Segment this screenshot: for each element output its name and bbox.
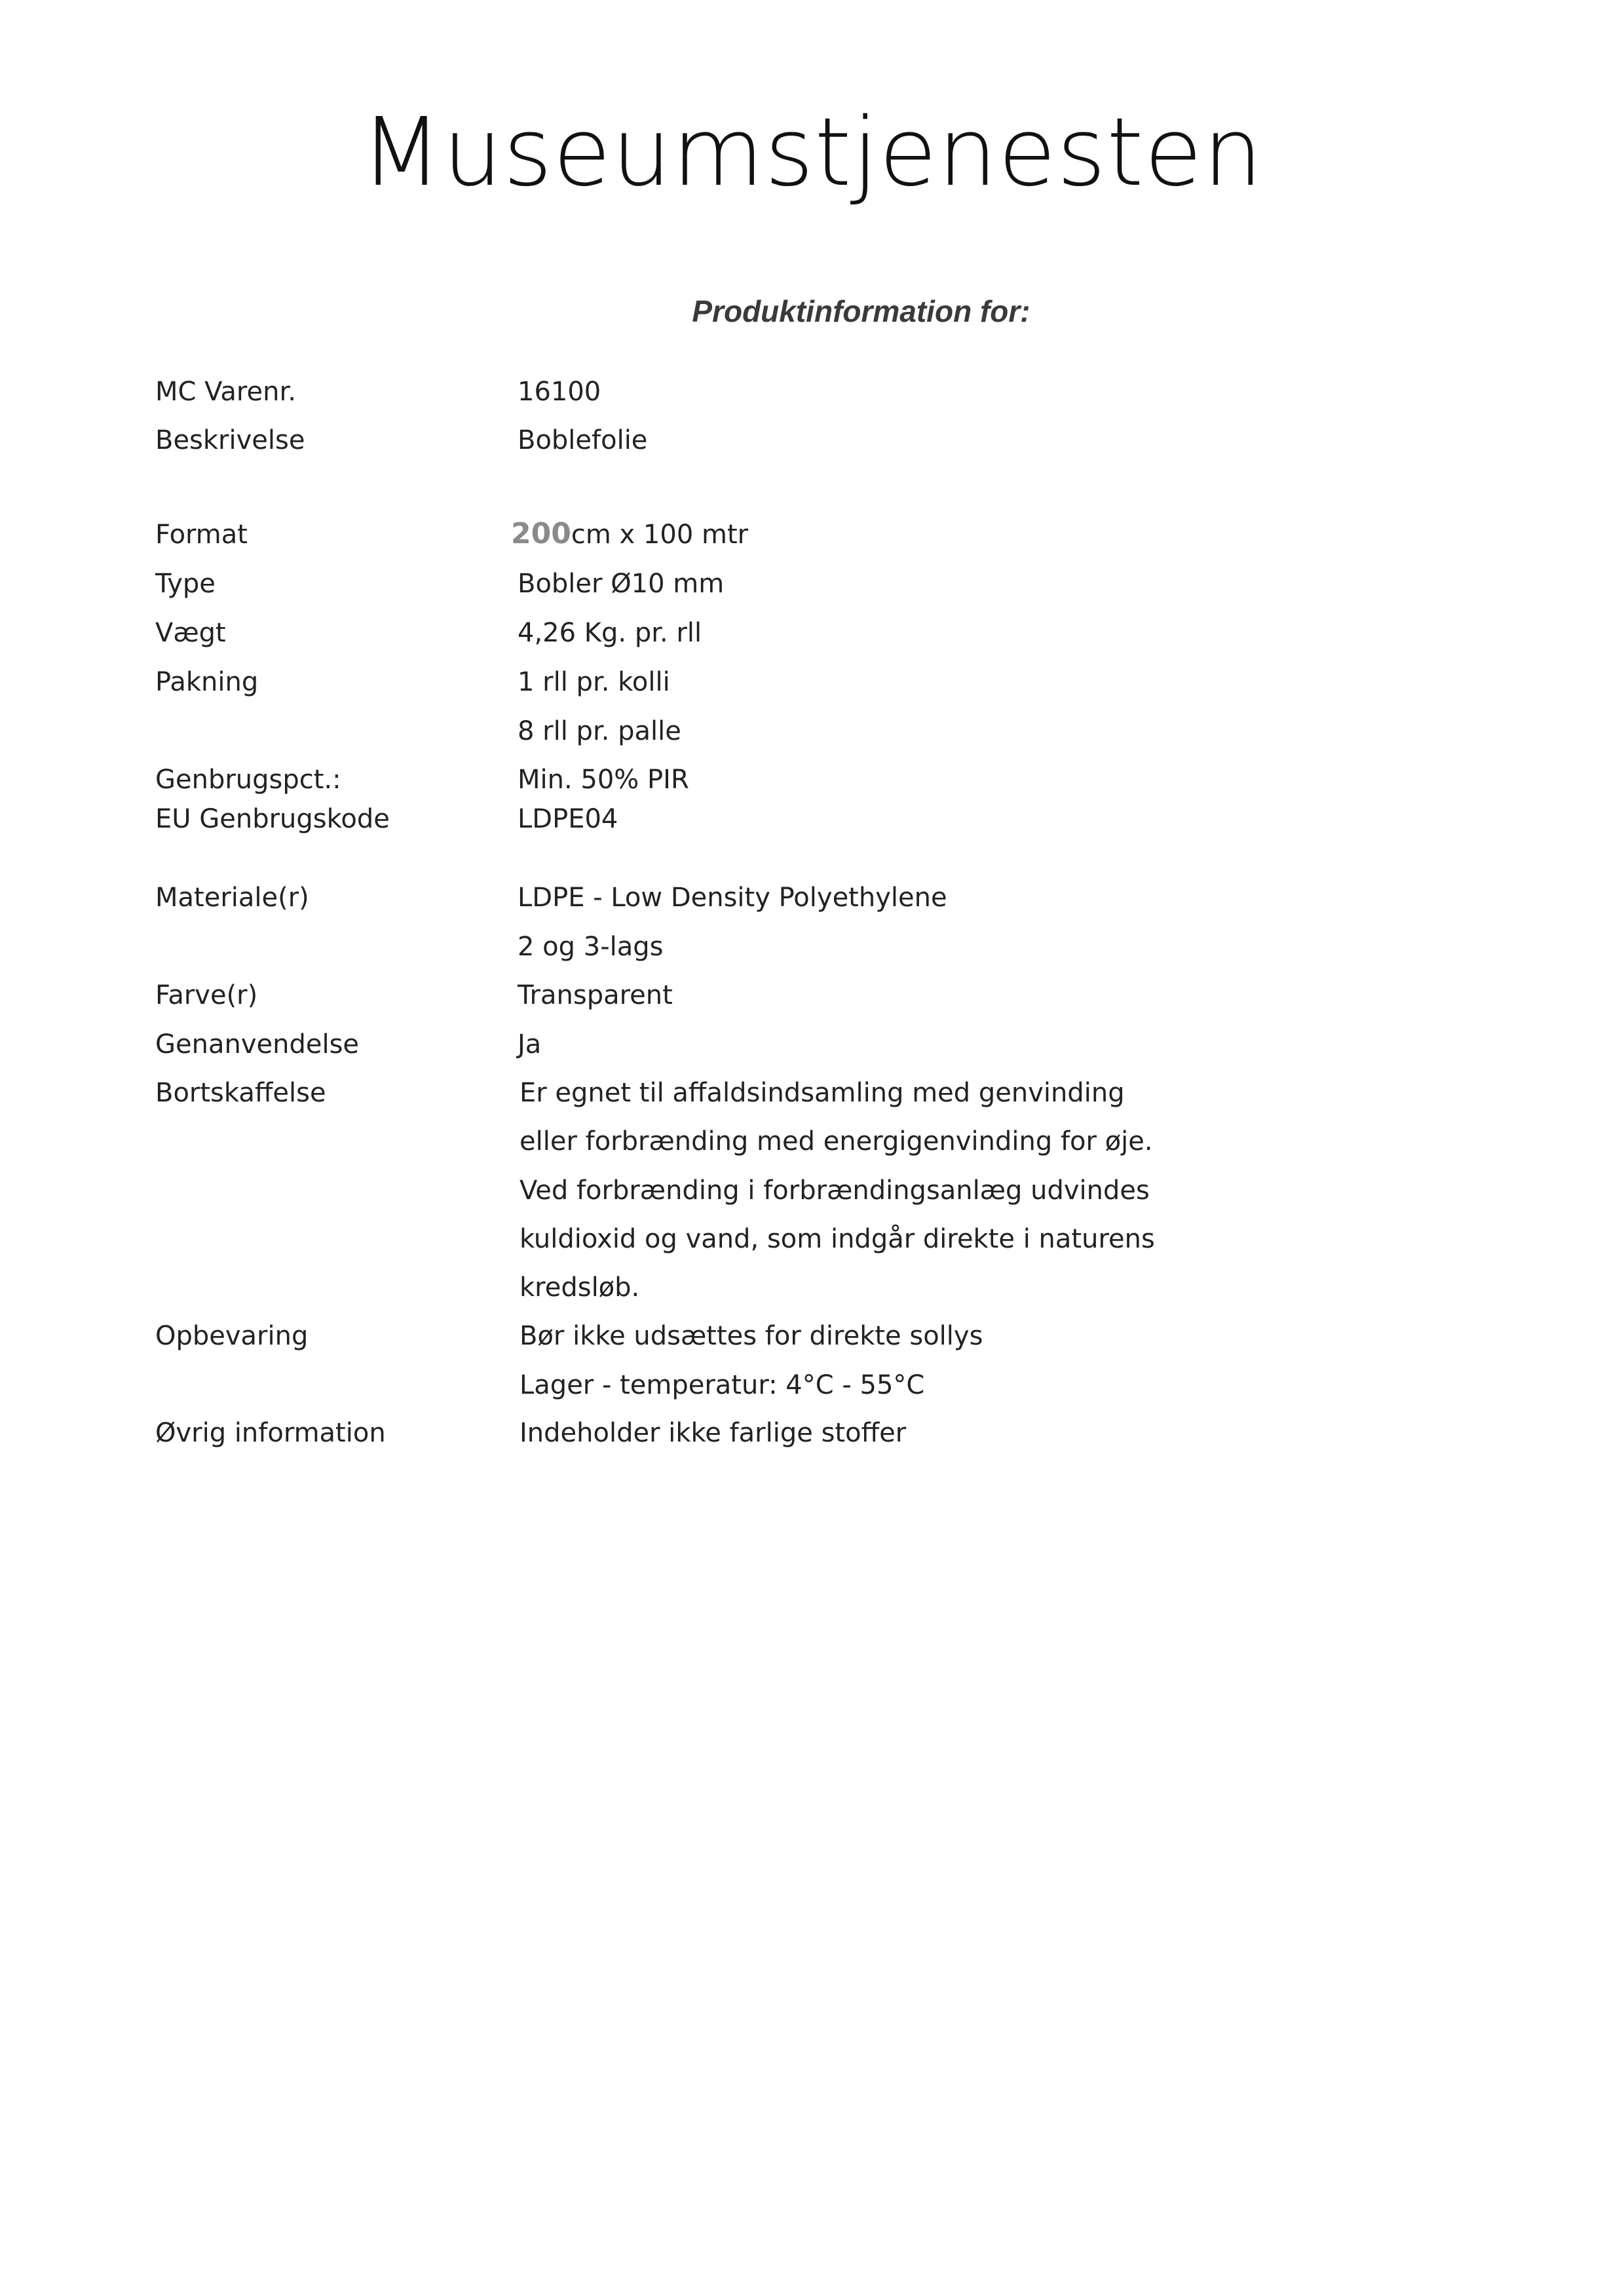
value-format (511, 517, 749, 550)
value-pakning-1: 1 rll pr. kolli (518, 667, 670, 697)
label-materiale: Materiale(r) (155, 883, 309, 913)
label-oevrig-information: Øvrig information (155, 1418, 386, 1448)
label-genbrugspct: Genbrugspct.: (155, 765, 341, 795)
value-bortskaffelse-1: Er egnet til affaldsindsamling med genvinding (519, 1078, 1125, 1108)
value-varenr: 16100 (518, 377, 601, 407)
label-opbevaring: Opbevaring (155, 1321, 309, 1351)
label-farve: Farve(r) (155, 980, 258, 1010)
value-opbevaring-1: Bør ikke udsættes for direkte sollys (519, 1321, 983, 1351)
brand-title: Museumstjenesten (360, 97, 1264, 207)
value-vaegt: 4,26 Kg. pr. rll (518, 618, 702, 648)
label-vaegt: Vægt (155, 618, 226, 648)
value-genanvendelse: Ja (518, 1029, 542, 1060)
value-materiale-1: LDPE - Low Density Polyethylene (518, 883, 947, 913)
value-materiale-2: 2 og 3-lags (518, 932, 664, 962)
document-subtitle: Produktinformation for: (692, 294, 1030, 328)
value-opbevaring-2: Lager - temperatur: 4°C - 55°C (519, 1370, 925, 1400)
value-bortskaffelse-2: eller forbrænding med energigenvinding for øje. (519, 1126, 1153, 1157)
label-varenr: MC Varenr. (155, 377, 296, 407)
value-genbrugspct: Min. 50% PIR (518, 765, 689, 795)
label-type: Type (155, 569, 216, 599)
value-eu-genbrugskode: LDPE04 (518, 804, 618, 834)
label-beskrivelse: Beskrivelse (155, 425, 305, 455)
value-farve: Transparent (518, 980, 673, 1010)
value-beskrivelse: Boblefolie (518, 425, 648, 455)
format-unit: cm x 100 mtr (571, 520, 749, 550)
value-bortskaffelse-3: Ved forbrænding i forbrændingsanlæg udvindes (519, 1176, 1150, 1206)
value-oevrig-information: Indeholder ikke farlige stoffer (519, 1418, 907, 1448)
value-type: Bobler Ø10 mm (518, 569, 725, 599)
value-pakning-2: 8 rll pr. palle (518, 716, 681, 746)
label-genanvendelse: Genanvendelse (155, 1029, 360, 1060)
label-eu-genbrugskode: EU Genbrugskode (155, 804, 390, 834)
label-bortskaffelse: Bortskaffelse (155, 1078, 326, 1108)
value-bortskaffelse-5: kredsløb. (519, 1272, 640, 1303)
label-format: Format (155, 520, 248, 550)
format-number: 200 (511, 517, 571, 550)
label-pakning: Pakning (155, 667, 259, 697)
value-bortskaffelse-4: kuldioxid og vand, som indgår direkte i naturens (519, 1224, 1155, 1254)
